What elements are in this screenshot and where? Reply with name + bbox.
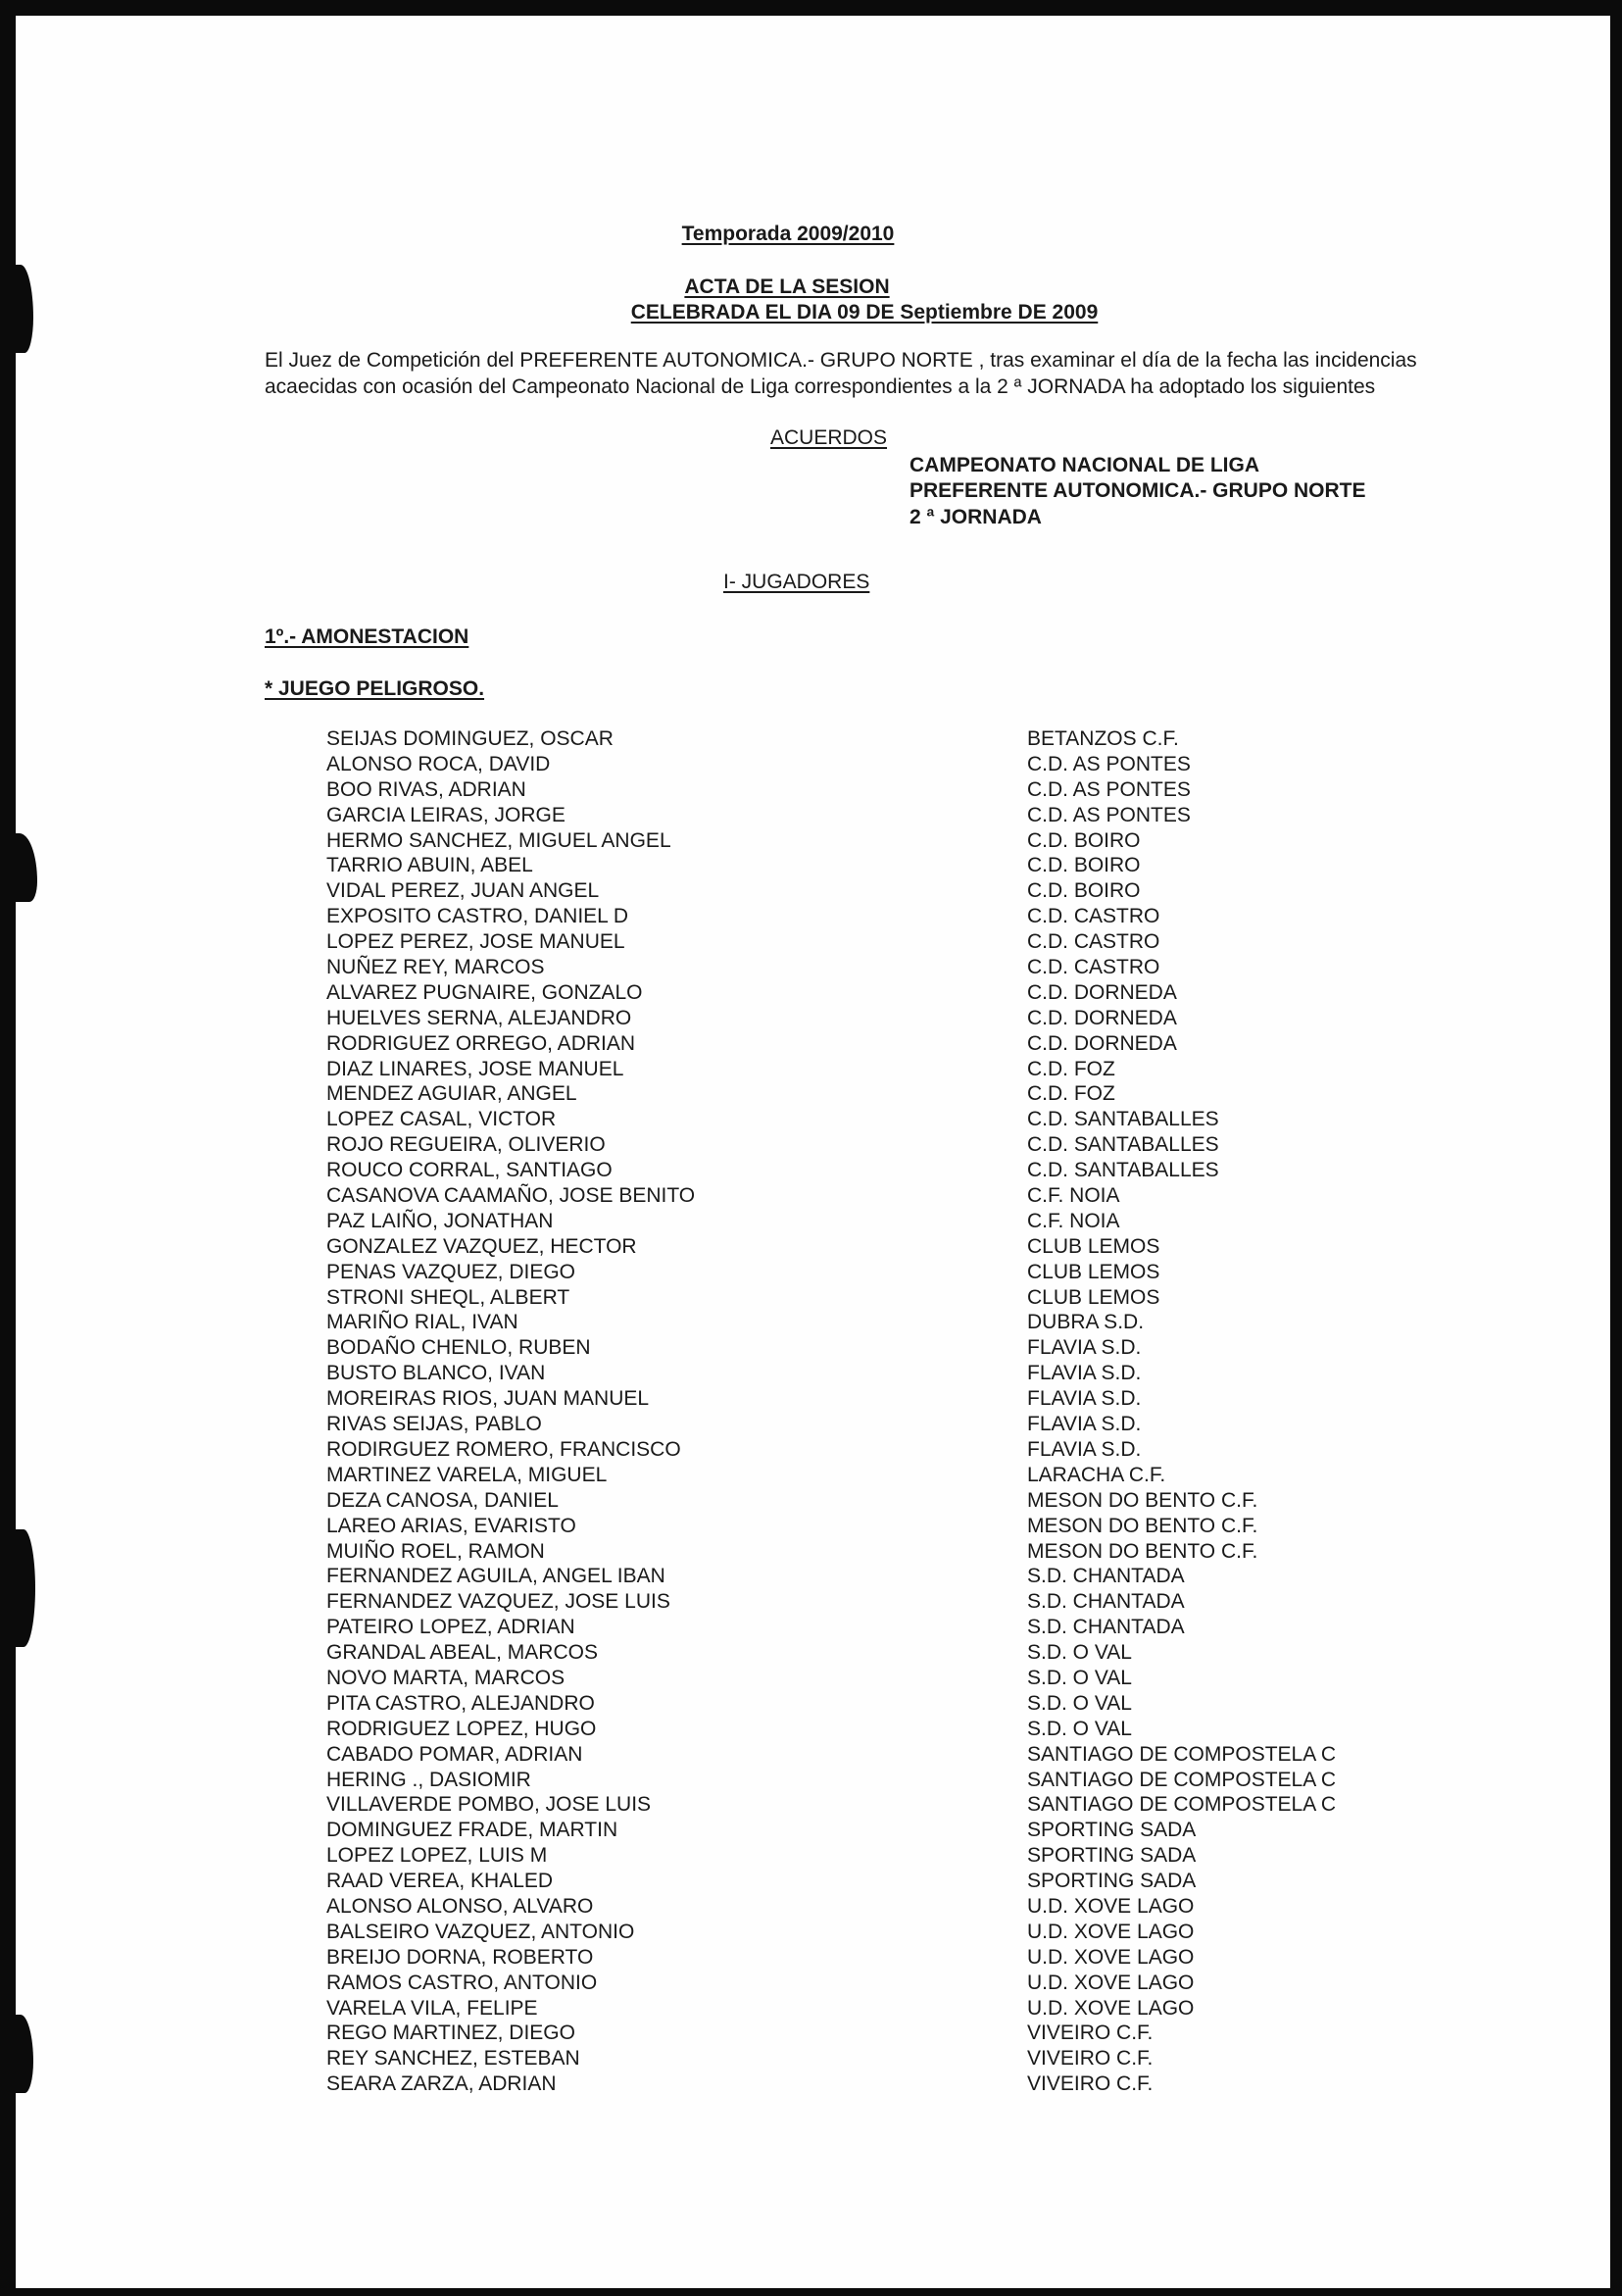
player-row	[326, 1996, 1404, 2021]
player-name: BODAÑO CHENLO, RUBEN	[326, 1336, 591, 1360]
player-club: SANTIAGO DE COMPOSTELA C	[1027, 1793, 1337, 1817]
intro-paragraph: El Juez de Competición del PREFERENTE AUTONOMICA.- GRUPO NORTE , tras examinar el día de la fecha las incidencias acaecidas con ocasión del Campeonato Nacional de Liga correspondientes a la 2 ª JORNADA ha adoptado los siguientes	[265, 349, 1417, 398]
player-row	[326, 2046, 1404, 2071]
player-club: SPORTING SADA	[1027, 1819, 1197, 1842]
season-title: Temporada 2009/2010	[681, 223, 895, 245]
player-row	[326, 1818, 1404, 1843]
player-name: HUELVES SERNA, ALEJANDRO	[326, 1006, 632, 1029]
player-club: FLAVIA S.D.	[1027, 1387, 1142, 1411]
player-name: ALONSO ROCA, DAVID	[326, 752, 551, 775]
player-name: VILLAVERDE POMBO, JOSE LUIS	[326, 1793, 652, 1817]
player-club: S.D. O VAL	[1027, 1666, 1132, 1689]
player-name: CABADO POMAR, ADRIAN	[326, 1742, 583, 1766]
sanction-title: 1º.- AMONESTACION	[265, 625, 469, 648]
player-row	[326, 1335, 1404, 1361]
player-row	[326, 1057, 1404, 1082]
player-row	[326, 1386, 1404, 1412]
player-club: MESON DO BENTO C.F.	[1027, 1514, 1258, 1537]
player-club: C.D. CASTRO	[1027, 956, 1160, 979]
scan-border-right	[1610, 0, 1622, 2296]
player-name: MARIÑO RIAL, IVAN	[326, 1311, 518, 1334]
player-row	[326, 1717, 1404, 1742]
player-name: FERNANDEZ AGUILA, ANGEL IBAN	[326, 1565, 665, 1588]
player-row	[326, 2021, 1404, 2046]
player-club: CLUB LEMOS	[1027, 1260, 1160, 1283]
player-row	[326, 803, 1404, 828]
player-club: U.D. XOVE LAGO	[1027, 1920, 1195, 1943]
player-row	[326, 1463, 1404, 1488]
player-name: MENDEZ AGUIAR, ANGEL	[326, 1082, 577, 1106]
player-club: C.F. NOIA	[1027, 1209, 1120, 1232]
player-club: BETANZOS C.F.	[1027, 727, 1179, 750]
player-club: FLAVIA S.D.	[1027, 1413, 1142, 1436]
player-row	[326, 1843, 1404, 1869]
player-club: S.D. CHANTADA	[1027, 1616, 1185, 1639]
player-row	[326, 2071, 1404, 2097]
player-row	[326, 1564, 1404, 1589]
player-name: NOVO MARTA, MARCOS	[326, 1666, 565, 1689]
player-club: C.D. SANTABALLES	[1027, 1108, 1219, 1131]
player-club: C.F. NOIA	[1027, 1184, 1120, 1208]
player-name: RAAD VEREA, KHALED	[326, 1870, 554, 1893]
player-club: CLUB LEMOS	[1027, 1234, 1160, 1258]
player-row	[326, 1640, 1404, 1666]
player-club: C.D. SANTABALLES	[1027, 1159, 1219, 1182]
player-name: LOPEZ CASAL, VICTOR	[326, 1108, 557, 1131]
player-name: BREIJO DORNA, ROBERTO	[326, 1945, 594, 1969]
player-row	[326, 1031, 1404, 1057]
player-club: U.D. XOVE LAGO	[1027, 1971, 1195, 1994]
competition-line-2: PREFERENTE AUTONOMICA.- GRUPO NORTE	[909, 479, 1366, 502]
player-row	[326, 1285, 1404, 1311]
player-club: VIVEIRO C.F.	[1027, 2072, 1154, 2096]
player-name: HERING ., DASIOMIR	[326, 1768, 531, 1791]
player-club: CLUB LEMOS	[1027, 1285, 1160, 1309]
player-name: LOPEZ LOPEZ, LUIS M	[326, 1844, 548, 1868]
player-name: BOO RIVAS, ADRIAN	[326, 777, 526, 801]
player-row	[326, 1869, 1404, 1894]
player-club: C.D. DORNEDA	[1027, 980, 1177, 1004]
acuerdos-label: ACUERDOS	[770, 426, 888, 449]
player-row	[326, 1615, 1404, 1640]
player-club: SPORTING SADA	[1027, 1844, 1197, 1868]
player-row	[326, 1514, 1404, 1539]
player-row	[326, 929, 1404, 955]
reason-title: * JUEGO PELIGROSO.	[265, 677, 485, 700]
player-name: ALVAREZ PUGNAIRE, GONZALO	[326, 980, 643, 1004]
player-row	[326, 1539, 1404, 1565]
player-club: C.D. FOZ	[1027, 1057, 1115, 1080]
player-club: DUBRA S.D.	[1027, 1311, 1145, 1334]
player-club: U.D. XOVE LAGO	[1027, 1894, 1195, 1918]
player-row	[326, 1768, 1404, 1793]
player-club: MESON DO BENTO C.F.	[1027, 1539, 1258, 1563]
player-row	[326, 1260, 1404, 1285]
player-row	[326, 1945, 1404, 1971]
player-row	[326, 1488, 1404, 1514]
player-name: FERNANDEZ VAZQUEZ, JOSE LUIS	[326, 1590, 670, 1614]
player-list	[326, 726, 1404, 2097]
player-name: HERMO SANCHEZ, MIGUEL ANGEL	[326, 828, 671, 852]
player-club: MESON DO BENTO C.F.	[1027, 1488, 1258, 1512]
player-club: C.D. BOIRO	[1027, 828, 1141, 852]
player-club: C.D. BOIRO	[1027, 854, 1141, 877]
player-name: DIAZ LINARES, JOSE MANUEL	[326, 1057, 624, 1080]
player-name: MOREIRAS RIOS, JUAN MANUEL	[326, 1387, 650, 1411]
player-name: PATEIRO LOPEZ, ADRIAN	[326, 1616, 575, 1639]
player-row	[326, 1183, 1404, 1209]
section-title: I- JUGADORES	[723, 571, 870, 593]
player-row	[326, 726, 1404, 752]
player-name: REGO MARTINEZ, DIEGO	[326, 2021, 575, 2045]
player-name: PENAS VAZQUEZ, DIEGO	[326, 1260, 575, 1283]
player-row	[326, 1437, 1404, 1463]
player-name: RODRIGUEZ LOPEZ, HUGO	[326, 1717, 597, 1740]
player-row	[326, 752, 1404, 777]
player-name: ROUCO CORRAL, SANTIAGO	[326, 1159, 613, 1182]
player-club: C.D. DORNEDA	[1027, 1031, 1177, 1055]
player-club: SANTIAGO DE COMPOSTELA C	[1027, 1768, 1337, 1791]
player-name: SEARA ZARZA, ADRIAN	[326, 2072, 557, 2096]
competition-line-1: CAMPEONATO NACIONAL DE LIGA	[909, 454, 1260, 476]
scan-tear-mark	[12, 1529, 35, 1647]
player-name: EXPOSITO CASTRO, DANIEL D	[326, 905, 629, 928]
player-club: FLAVIA S.D.	[1027, 1437, 1142, 1461]
player-row	[326, 1158, 1404, 1183]
player-club: C.D. BOIRO	[1027, 879, 1141, 903]
scan-border-bottom	[0, 2288, 1622, 2296]
player-club: S.D. CHANTADA	[1027, 1590, 1185, 1614]
player-row	[326, 904, 1404, 929]
player-name: ALONSO ALONSO, ALVARO	[326, 1894, 594, 1918]
player-club: U.D. XOVE LAGO	[1027, 1945, 1195, 1969]
player-row	[326, 1234, 1404, 1260]
player-name: LAREO ARIAS, EVARISTO	[326, 1514, 576, 1537]
player-club: U.D. XOVE LAGO	[1027, 1996, 1195, 2020]
player-club: S.D. O VAL	[1027, 1717, 1132, 1740]
player-row	[326, 1691, 1404, 1717]
player-row	[326, 828, 1404, 854]
player-row	[326, 1006, 1404, 1031]
player-row	[326, 1412, 1404, 1437]
player-row	[326, 1920, 1404, 1945]
player-club: C.D. DORNEDA	[1027, 1006, 1177, 1029]
player-club: C.D. CASTRO	[1027, 930, 1160, 954]
player-club: SANTIAGO DE COMPOSTELA C	[1027, 1742, 1337, 1766]
player-name: BUSTO BLANCO, IVAN	[326, 1362, 546, 1385]
player-row	[326, 1310, 1404, 1335]
player-row	[326, 1107, 1404, 1132]
player-row	[326, 955, 1404, 980]
player-club: VIVEIRO C.F.	[1027, 2047, 1154, 2071]
player-row	[326, 1666, 1404, 1691]
player-row	[326, 1132, 1404, 1158]
player-club: SPORTING SADA	[1027, 1870, 1197, 1893]
player-name: BALSEIRO VAZQUEZ, ANTONIO	[326, 1920, 635, 1943]
player-name: VARELA VILA, FELIPE	[326, 1996, 538, 2020]
player-row	[326, 1589, 1404, 1615]
player-name: RODRIGUEZ ORREGO, ADRIAN	[326, 1031, 636, 1055]
player-name: PAZ LAIÑO, JONATHAN	[326, 1209, 554, 1232]
player-name: MUIÑO ROEL, RAMON	[326, 1539, 545, 1563]
player-name: LOPEZ PEREZ, JOSE MANUEL	[326, 930, 625, 954]
player-name: VIDAL PEREZ, JUAN ANGEL	[326, 879, 600, 903]
player-club: LARACHA C.F.	[1027, 1463, 1166, 1486]
player-name: SEIJAS DOMINGUEZ, OSCAR	[326, 727, 614, 750]
player-name: MARTINEZ VARELA, MIGUEL	[326, 1463, 608, 1486]
player-name: ROJO REGUEIRA, OLIVERIO	[326, 1133, 606, 1157]
player-club: S.D. O VAL	[1027, 1641, 1132, 1665]
player-club: C.D. AS PONTES	[1027, 752, 1191, 775]
player-name: DOMINGUEZ FRADE, MARTIN	[326, 1819, 618, 1842]
player-club: C.D. FOZ	[1027, 1082, 1115, 1106]
player-club: C.D. SANTABALLES	[1027, 1133, 1219, 1157]
player-club: S.D. O VAL	[1027, 1691, 1132, 1715]
player-club: C.D. AS PONTES	[1027, 803, 1191, 826]
player-row	[326, 1894, 1404, 1920]
player-name: NUÑEZ REY, MARCOS	[326, 956, 545, 979]
player-club: C.D. CASTRO	[1027, 905, 1160, 928]
player-row	[326, 1792, 1404, 1818]
player-row	[326, 777, 1404, 803]
scan-border-top	[0, 0, 1622, 16]
player-club: FLAVIA S.D.	[1027, 1336, 1142, 1360]
player-name: GONZALEZ VAZQUEZ, HECTOR	[326, 1234, 637, 1258]
player-name: RODIRGUEZ ROMERO, FRANCISCO	[326, 1437, 681, 1461]
player-row	[326, 1081, 1404, 1107]
player-name: RIVAS SEIJAS, PABLO	[326, 1413, 542, 1436]
player-name: RAMOS CASTRO, ANTONIO	[326, 1971, 598, 1994]
player-club: FLAVIA S.D.	[1027, 1362, 1142, 1385]
player-row	[326, 878, 1404, 904]
player-row	[326, 853, 1404, 878]
player-row	[326, 1361, 1404, 1386]
competition-line-3: 2 ª JORNADA	[909, 506, 1042, 528]
acta-title: ACTA DE LA SESION	[684, 275, 890, 298]
player-name: GARCIA LEIRAS, JORGE	[326, 803, 565, 826]
player-name: DEZA CANOSA, DANIEL	[326, 1488, 559, 1512]
player-name: CASANOVA CAAMAÑO, JOSE BENITO	[326, 1184, 696, 1208]
player-row	[326, 1971, 1404, 1996]
player-club: S.D. CHANTADA	[1027, 1565, 1185, 1588]
player-row	[326, 1209, 1404, 1234]
player-row	[326, 980, 1404, 1006]
player-name: GRANDAL ABEAL, MARCOS	[326, 1641, 598, 1665]
player-name: PITA CASTRO, ALEJANDRO	[326, 1691, 595, 1715]
acta-date: CELEBRADA EL DIA 09 DE Septiembre DE 2009	[630, 301, 1099, 324]
player-club: C.D. AS PONTES	[1027, 777, 1191, 801]
player-name: STRONI SHEQL, ALBERT	[326, 1285, 570, 1309]
player-name: TARRIO ABUIN, ABEL	[326, 854, 533, 877]
player-club: VIVEIRO C.F.	[1027, 2021, 1154, 2045]
player-name: REY SANCHEZ, ESTEBAN	[326, 2047, 580, 2071]
player-row	[326, 1742, 1404, 1768]
